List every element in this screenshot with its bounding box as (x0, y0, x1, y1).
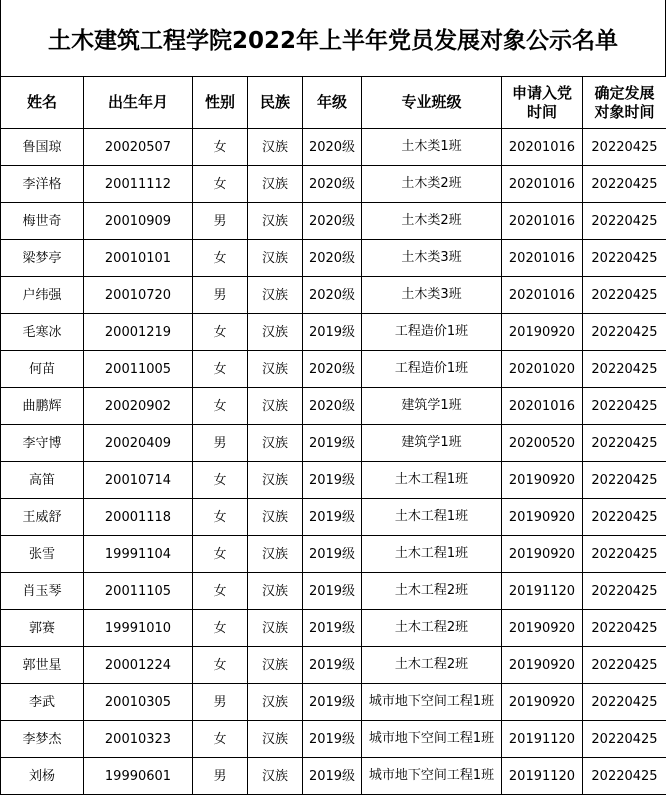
cell-class: 城市地下空间工程1班 (362, 758, 502, 795)
cell-confirm-date: 20220425 (583, 240, 666, 277)
table-row (1, 314, 666, 351)
table-row (1, 721, 666, 758)
cell-confirm-date: 20220425 (583, 684, 666, 721)
header-ethnic: 民族 (248, 77, 303, 129)
cell-class: 土木工程2班 (362, 610, 502, 647)
cell-name: 郭赛 (1, 610, 84, 647)
cell-gender: 女 (193, 314, 248, 351)
cell-birth: 20010714 (84, 462, 193, 499)
header-apply-line2: 时间 (527, 103, 557, 121)
cell-class: 土木类3班 (362, 277, 502, 314)
table-row (1, 536, 666, 573)
cell-apply-date: 20201016 (502, 129, 583, 166)
cell-apply-date: 20191120 (502, 758, 583, 795)
header-gender: 性别 (193, 77, 248, 129)
cell-confirm-date: 20220425 (583, 462, 666, 499)
cell-name: 王威舒 (1, 499, 84, 536)
cell-name: 刘杨 (1, 758, 84, 795)
cell-name: 梅世奇 (1, 203, 84, 240)
table-row (1, 203, 666, 240)
cell-apply-date: 20201016 (502, 166, 583, 203)
cell-class: 建筑学1班 (362, 388, 502, 425)
cell-grade: 2019级 (303, 314, 362, 351)
header-apply-line1: 申请入党 (512, 84, 572, 102)
header-confirm-line1: 确定发展 (594, 84, 654, 102)
header-birth: 出生年月 (84, 77, 193, 129)
cell-birth: 20001219 (84, 314, 193, 351)
cell-confirm-date: 20220425 (583, 166, 666, 203)
cell-name: 李守博 (1, 425, 84, 462)
cell-gender: 女 (193, 388, 248, 425)
cell-ethnic: 汉族 (248, 758, 303, 795)
cell-ethnic: 汉族 (248, 499, 303, 536)
cell-gender: 女 (193, 610, 248, 647)
cell-grade: 2019级 (303, 647, 362, 684)
cell-ethnic: 汉族 (248, 129, 303, 166)
cell-ethnic: 汉族 (248, 536, 303, 573)
table-row (1, 166, 666, 203)
cell-ethnic: 汉族 (248, 314, 303, 351)
cell-class: 土木工程2班 (362, 573, 502, 610)
cell-grade: 2020级 (303, 240, 362, 277)
cell-apply-date: 20190920 (502, 314, 583, 351)
cell-class: 土木类1班 (362, 129, 502, 166)
cell-birth: 19991104 (84, 536, 193, 573)
cell-class: 土木类3班 (362, 240, 502, 277)
cell-apply-date: 20201016 (502, 388, 583, 425)
cell-confirm-date: 20220425 (583, 758, 666, 795)
cell-apply-date: 20190920 (502, 647, 583, 684)
cell-grade: 2019级 (303, 499, 362, 536)
cell-confirm-date: 20220425 (583, 536, 666, 573)
cell-name: 郭世星 (1, 647, 84, 684)
cell-apply-date: 20201016 (502, 277, 583, 314)
cell-name: 肖玉琴 (1, 573, 84, 610)
cell-class: 土木工程2班 (362, 647, 502, 684)
cell-gender: 女 (193, 351, 248, 388)
cell-grade: 2020级 (303, 166, 362, 203)
cell-apply-date: 20201016 (502, 240, 583, 277)
header-grade: 年级 (303, 77, 362, 129)
header-confirm-date (583, 77, 666, 129)
cell-ethnic: 汉族 (248, 684, 303, 721)
cell-apply-date: 20190920 (502, 610, 583, 647)
cell-class: 城市地下空间工程1班 (362, 684, 502, 721)
cell-name: 毛寒冰 (1, 314, 84, 351)
cell-birth: 20020507 (84, 129, 193, 166)
cell-confirm-date: 20220425 (583, 425, 666, 462)
cell-confirm-date: 20220425 (583, 499, 666, 536)
cell-class: 土木类2班 (362, 166, 502, 203)
cell-gender: 男 (193, 277, 248, 314)
cell-gender: 男 (193, 425, 248, 462)
roster-body (1, 129, 666, 795)
cell-grade: 2020级 (303, 351, 362, 388)
cell-birth: 20001224 (84, 647, 193, 684)
table-row (1, 351, 666, 388)
header-class: 专业班级 (362, 77, 502, 129)
cell-birth: 20010101 (84, 240, 193, 277)
cell-birth: 20011005 (84, 351, 193, 388)
cell-gender: 男 (193, 684, 248, 721)
cell-gender: 女 (193, 240, 248, 277)
cell-name: 户纬强 (1, 277, 84, 314)
cell-ethnic: 汉族 (248, 573, 303, 610)
cell-ethnic: 汉族 (248, 721, 303, 758)
cell-ethnic: 汉族 (248, 462, 303, 499)
cell-confirm-date: 20220425 (583, 610, 666, 647)
cell-apply-date: 20190920 (502, 462, 583, 499)
member-roster-table (0, 76, 666, 795)
cell-name: 梁梦亭 (1, 240, 84, 277)
cell-name: 高笛 (1, 462, 84, 499)
table-row (1, 647, 666, 684)
cell-ethnic: 汉族 (248, 610, 303, 647)
cell-gender: 女 (193, 166, 248, 203)
cell-ethnic: 汉族 (248, 203, 303, 240)
cell-gender: 男 (193, 203, 248, 240)
cell-grade: 2019级 (303, 536, 362, 573)
cell-class: 工程造价1班 (362, 351, 502, 388)
cell-gender: 女 (193, 721, 248, 758)
table-row (1, 610, 666, 647)
header-apply-date (502, 77, 583, 129)
cell-gender: 女 (193, 499, 248, 536)
header-name: 姓名 (1, 77, 84, 129)
cell-class: 土木工程1班 (362, 499, 502, 536)
cell-name: 张雪 (1, 536, 84, 573)
cell-grade: 2020级 (303, 203, 362, 240)
cell-name: 李武 (1, 684, 84, 721)
cell-grade: 2019级 (303, 425, 362, 462)
cell-confirm-date: 20220425 (583, 573, 666, 610)
cell-birth: 20020902 (84, 388, 193, 425)
cell-grade: 2019级 (303, 573, 362, 610)
cell-apply-date: 20190920 (502, 499, 583, 536)
cell-name: 何苗 (1, 351, 84, 388)
cell-gender: 女 (193, 647, 248, 684)
cell-birth: 19990601 (84, 758, 193, 795)
cell-class: 土木类2班 (362, 203, 502, 240)
cell-apply-date: 20191120 (502, 721, 583, 758)
table-row (1, 277, 666, 314)
cell-confirm-date: 20220425 (583, 314, 666, 351)
header-row (1, 77, 666, 129)
cell-birth: 20010720 (84, 277, 193, 314)
cell-grade: 2019级 (303, 684, 362, 721)
header-confirm-line2: 对象时间 (594, 103, 654, 121)
table-row (1, 129, 666, 166)
cell-birth: 20010909 (84, 203, 193, 240)
cell-gender: 女 (193, 462, 248, 499)
cell-ethnic: 汉族 (248, 166, 303, 203)
table-row (1, 462, 666, 499)
cell-ethnic: 汉族 (248, 351, 303, 388)
cell-apply-date: 20201020 (502, 351, 583, 388)
cell-grade: 2019级 (303, 610, 362, 647)
cell-birth: 20010323 (84, 721, 193, 758)
cell-ethnic: 汉族 (248, 277, 303, 314)
table-row (1, 499, 666, 536)
cell-grade: 2020级 (303, 129, 362, 166)
table-row (1, 425, 666, 462)
cell-apply-date: 20200520 (502, 425, 583, 462)
cell-birth: 20011105 (84, 573, 193, 610)
cell-confirm-date: 20220425 (583, 277, 666, 314)
cell-grade: 2019级 (303, 721, 362, 758)
cell-ethnic: 汉族 (248, 647, 303, 684)
cell-birth: 20010305 (84, 684, 193, 721)
cell-confirm-date: 20220425 (583, 388, 666, 425)
cell-confirm-date: 20220425 (583, 351, 666, 388)
cell-name: 鲁国琼 (1, 129, 84, 166)
cell-confirm-date: 20220425 (583, 203, 666, 240)
cell-ethnic: 汉族 (248, 240, 303, 277)
table-row (1, 684, 666, 721)
cell-gender: 女 (193, 573, 248, 610)
table-row (1, 388, 666, 425)
cell-grade: 2020级 (303, 277, 362, 314)
cell-name: 李梦杰 (1, 721, 84, 758)
cell-gender: 女 (193, 536, 248, 573)
cell-class: 土木工程1班 (362, 462, 502, 499)
cell-gender: 男 (193, 758, 248, 795)
cell-class: 建筑学1班 (362, 425, 502, 462)
cell-birth: 19991010 (84, 610, 193, 647)
cell-ethnic: 汉族 (248, 425, 303, 462)
cell-grade: 2020级 (303, 388, 362, 425)
cell-class: 城市地下空间工程1班 (362, 721, 502, 758)
cell-apply-date: 20190920 (502, 684, 583, 721)
cell-birth: 20011112 (84, 166, 193, 203)
cell-name: 曲鹏辉 (1, 388, 84, 425)
cell-grade: 2019级 (303, 462, 362, 499)
table-row (1, 573, 666, 610)
cell-ethnic: 汉族 (248, 388, 303, 425)
cell-apply-date: 20201016 (502, 203, 583, 240)
table-row (1, 758, 666, 795)
cell-birth: 20020409 (84, 425, 193, 462)
cell-birth: 20001118 (84, 499, 193, 536)
cell-gender: 女 (193, 129, 248, 166)
cell-name: 李洋格 (1, 166, 84, 203)
table-row (1, 240, 666, 277)
cell-class: 工程造价1班 (362, 314, 502, 351)
cell-confirm-date: 20220425 (583, 647, 666, 684)
document-title: 土木建筑工程学院2022年上半年党员发展对象公示名单 (0, 0, 666, 76)
cell-confirm-date: 20220425 (583, 721, 666, 758)
cell-class: 土木工程1班 (362, 536, 502, 573)
cell-apply-date: 20191120 (502, 573, 583, 610)
cell-grade: 2019级 (303, 758, 362, 795)
cell-confirm-date: 20220425 (583, 129, 666, 166)
cell-apply-date: 20190920 (502, 536, 583, 573)
